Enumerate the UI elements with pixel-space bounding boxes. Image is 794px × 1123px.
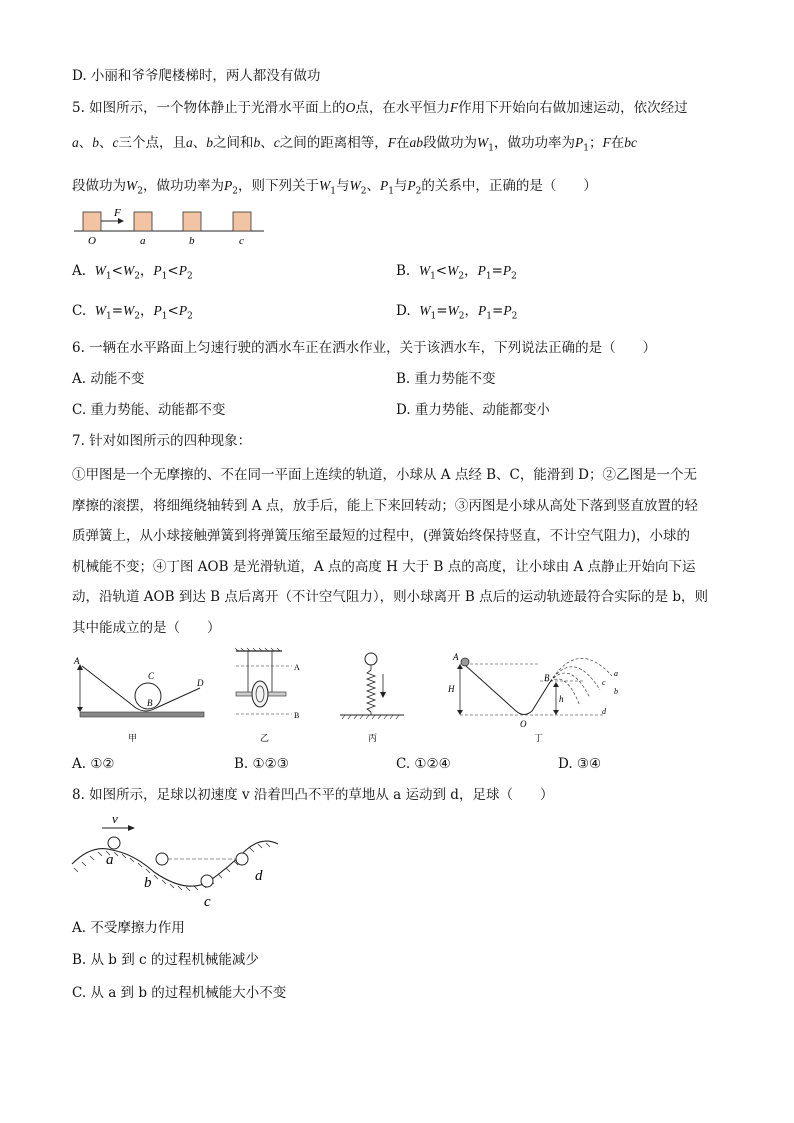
ding-label-o: O: [520, 719, 527, 729]
q8-option-c[interactable]: C. 从 a 到 b 的过程机械能大小不变: [72, 985, 287, 1001]
ding-caption: 丁: [534, 733, 544, 743]
q6-stem: 6. 一辆在水平路面上匀速行驶的洒水车正在洒水作业，关于该洒水车，下列说法正确的是（ ）: [72, 340, 657, 356]
yi-wheel: [252, 681, 268, 707]
q8-ball-c: [201, 875, 213, 887]
q5-stem-line1: 5. 如图所示，一个物体静止于光滑水平面上的O点，在水平恒力F作用下开始向右做加速运动，依次经过: [72, 100, 688, 116]
q7-option-b[interactable]: B. ①②③: [234, 756, 289, 772]
q8-stem: 8. 如图所示，足球以初速度 v 沿着凹凸不平的草地从 a 运动到 d，足球（ ）: [72, 787, 554, 803]
ding-label-a-point: A: [453, 652, 459, 662]
yi-caption: 乙: [260, 733, 270, 743]
q5-option-a[interactable]: A. $W_1<W_2$，$P_1<P_2$: [72, 263, 193, 282]
q8-ground-curve: [72, 841, 278, 886]
jia-track: [82, 666, 200, 711]
q8-label-b: b: [144, 875, 152, 891]
q8-option-b[interactable]: B. 从 b 到 c 的过程机械能减少: [72, 952, 259, 968]
yi-label-a: A: [294, 663, 300, 672]
ding-ball: [461, 658, 469, 666]
q8-ball-d: [236, 853, 248, 865]
q5-option-c[interactable]: C. $W_1=W_2$，$P_1<P_2$: [72, 303, 193, 322]
q8-label-v: v: [112, 811, 118, 826]
q7-paragraph-line3: 质弹簧上，从小球接触弹簧到将弹簧压缩至最短的过程中，(弹簧始终保持竖直，不计空气阻力)，小球的: [72, 528, 691, 544]
jia-label-b: B: [147, 698, 153, 708]
q5-label-c: c: [239, 235, 244, 247]
q5-option-d[interactable]: D. $W_1=W_2$，$P_1=P_2$: [396, 303, 518, 322]
q6-option-a[interactable]: A. 动能不变: [72, 371, 145, 387]
q5-label-b: b: [189, 235, 195, 247]
q8-label-d: d: [255, 868, 263, 884]
q7-figure-ding: [444, 644, 634, 746]
ding-label-path-c: c: [602, 678, 606, 687]
q5-label-o: O: [88, 235, 96, 247]
bing-arrowhead: [380, 692, 386, 698]
q5-block-b: [183, 212, 201, 231]
q8-label-c: c: [204, 894, 211, 910]
jia-caption: 甲: [128, 733, 138, 743]
q7-paragraph-line1: ①甲图是一个无摩擦的、不在同一平面上连续的轨道，小球从 A 点经 B、C，能滑到 D；②乙图是一个无: [72, 467, 697, 483]
q5-stem-line3: 段做功为$W_2$，做功功率为$P_2$，则下列关于$W_1$与$W_2$、$P_1$与$P_2$的关系中，正确的是（ ）: [72, 178, 597, 197]
q7-paragraph-line5: 动，沿轨道 AOB 到达 B 点后离开（不计空气阻力），则小球离开 B 点后的运动轨迹最符合实际的是 b，则: [72, 589, 709, 605]
ding-label-path-d: d: [602, 707, 606, 716]
bing-caption: 丙: [368, 733, 378, 743]
q5-stem-line2: a、b、c三个点，且a、b之间和b、c之间的距离相等，F在ab段做功为$W_1$，做功功率为$P_1$；F在bc: [72, 135, 637, 154]
q8-figure: [70, 806, 282, 910]
q5-label-f: F: [114, 207, 121, 219]
ding-label-h-big: H: [448, 684, 455, 694]
bing-ball: [365, 653, 377, 665]
q7-paragraph-line6: 其中能成立的是（ ）: [72, 620, 221, 636]
ding-label-path-b: b: [614, 687, 618, 696]
q7-figure-jia: [70, 648, 210, 746]
q8-label-a: a: [106, 852, 114, 868]
jia-label-c: C: [148, 671, 155, 681]
q6-option-b[interactable]: B. 重力势能不变: [396, 371, 496, 387]
jia-arrowhead-down: [77, 707, 83, 712]
ding-label-path-a: a: [614, 669, 618, 678]
q7-paragraph-line2: 摩擦的滚摆，将细绳绕轴转到 A 点，放手后，能上下来回转动；③丙图是小球从高处下落到竖直放置的轻: [72, 498, 698, 514]
ding-h-arrowhead-down: [457, 710, 463, 715]
ding-path-d: [550, 679, 580, 706]
q8-option-a[interactable]: A. 不受摩擦力作用: [72, 920, 185, 936]
q8-ball-b: [156, 853, 168, 865]
jia-ground: [80, 712, 204, 717]
ding-hsmall-arrowhead-up: [553, 682, 559, 687]
q7-stem: 7. 针对如图所示的四种现象：: [72, 433, 252, 449]
q8-ball-a: [108, 837, 120, 849]
jia-label-a: A: [74, 656, 80, 666]
q5-label-a: a: [140, 235, 146, 247]
q5-option-b[interactable]: B. $W_1<W_2$，$P_1=P_2$: [396, 263, 517, 282]
yi-label-b: B: [294, 711, 300, 720]
q8-velocity-arrowhead: [128, 825, 135, 831]
ding-label-b-point: B: [544, 673, 550, 683]
q5-block-a: [134, 212, 152, 231]
ding-label-h-small: h: [559, 694, 564, 704]
ding-track: [466, 666, 550, 715]
bing-ground-hatch: [342, 715, 399, 719]
q7-option-d[interactable]: D. ③④: [558, 756, 602, 772]
q4-option-d: D. 小丽和爷爷爬楼梯时，两人都没有做功: [72, 68, 321, 84]
q5-figure: [72, 204, 272, 250]
q7-option-a[interactable]: A. ①②: [72, 756, 115, 772]
q7-paragraph-line4: 机械能不变；④丁图 AOB 是光滑轨道，A 点的高度 H 大于 B 点的高度，让小球由 A 点静止开始向下运: [72, 559, 696, 575]
q5-block-c: [233, 212, 251, 231]
q7-figure-bing: [334, 648, 414, 746]
jia-label-d: D: [197, 678, 204, 688]
ding-hsmall-arrowhead-down: [553, 710, 559, 715]
q7-option-c[interactable]: C. ①②④: [396, 756, 451, 772]
bing-spring: [367, 665, 375, 715]
q8-ground-hatch: [74, 843, 270, 891]
q6-option-c[interactable]: C. 重力势能、动能都不变: [72, 402, 226, 418]
q5-block-o: [83, 212, 101, 231]
q6-option-d[interactable]: D. 重力势能、动能都变小: [396, 402, 550, 418]
q7-figure-yi: [226, 646, 316, 746]
